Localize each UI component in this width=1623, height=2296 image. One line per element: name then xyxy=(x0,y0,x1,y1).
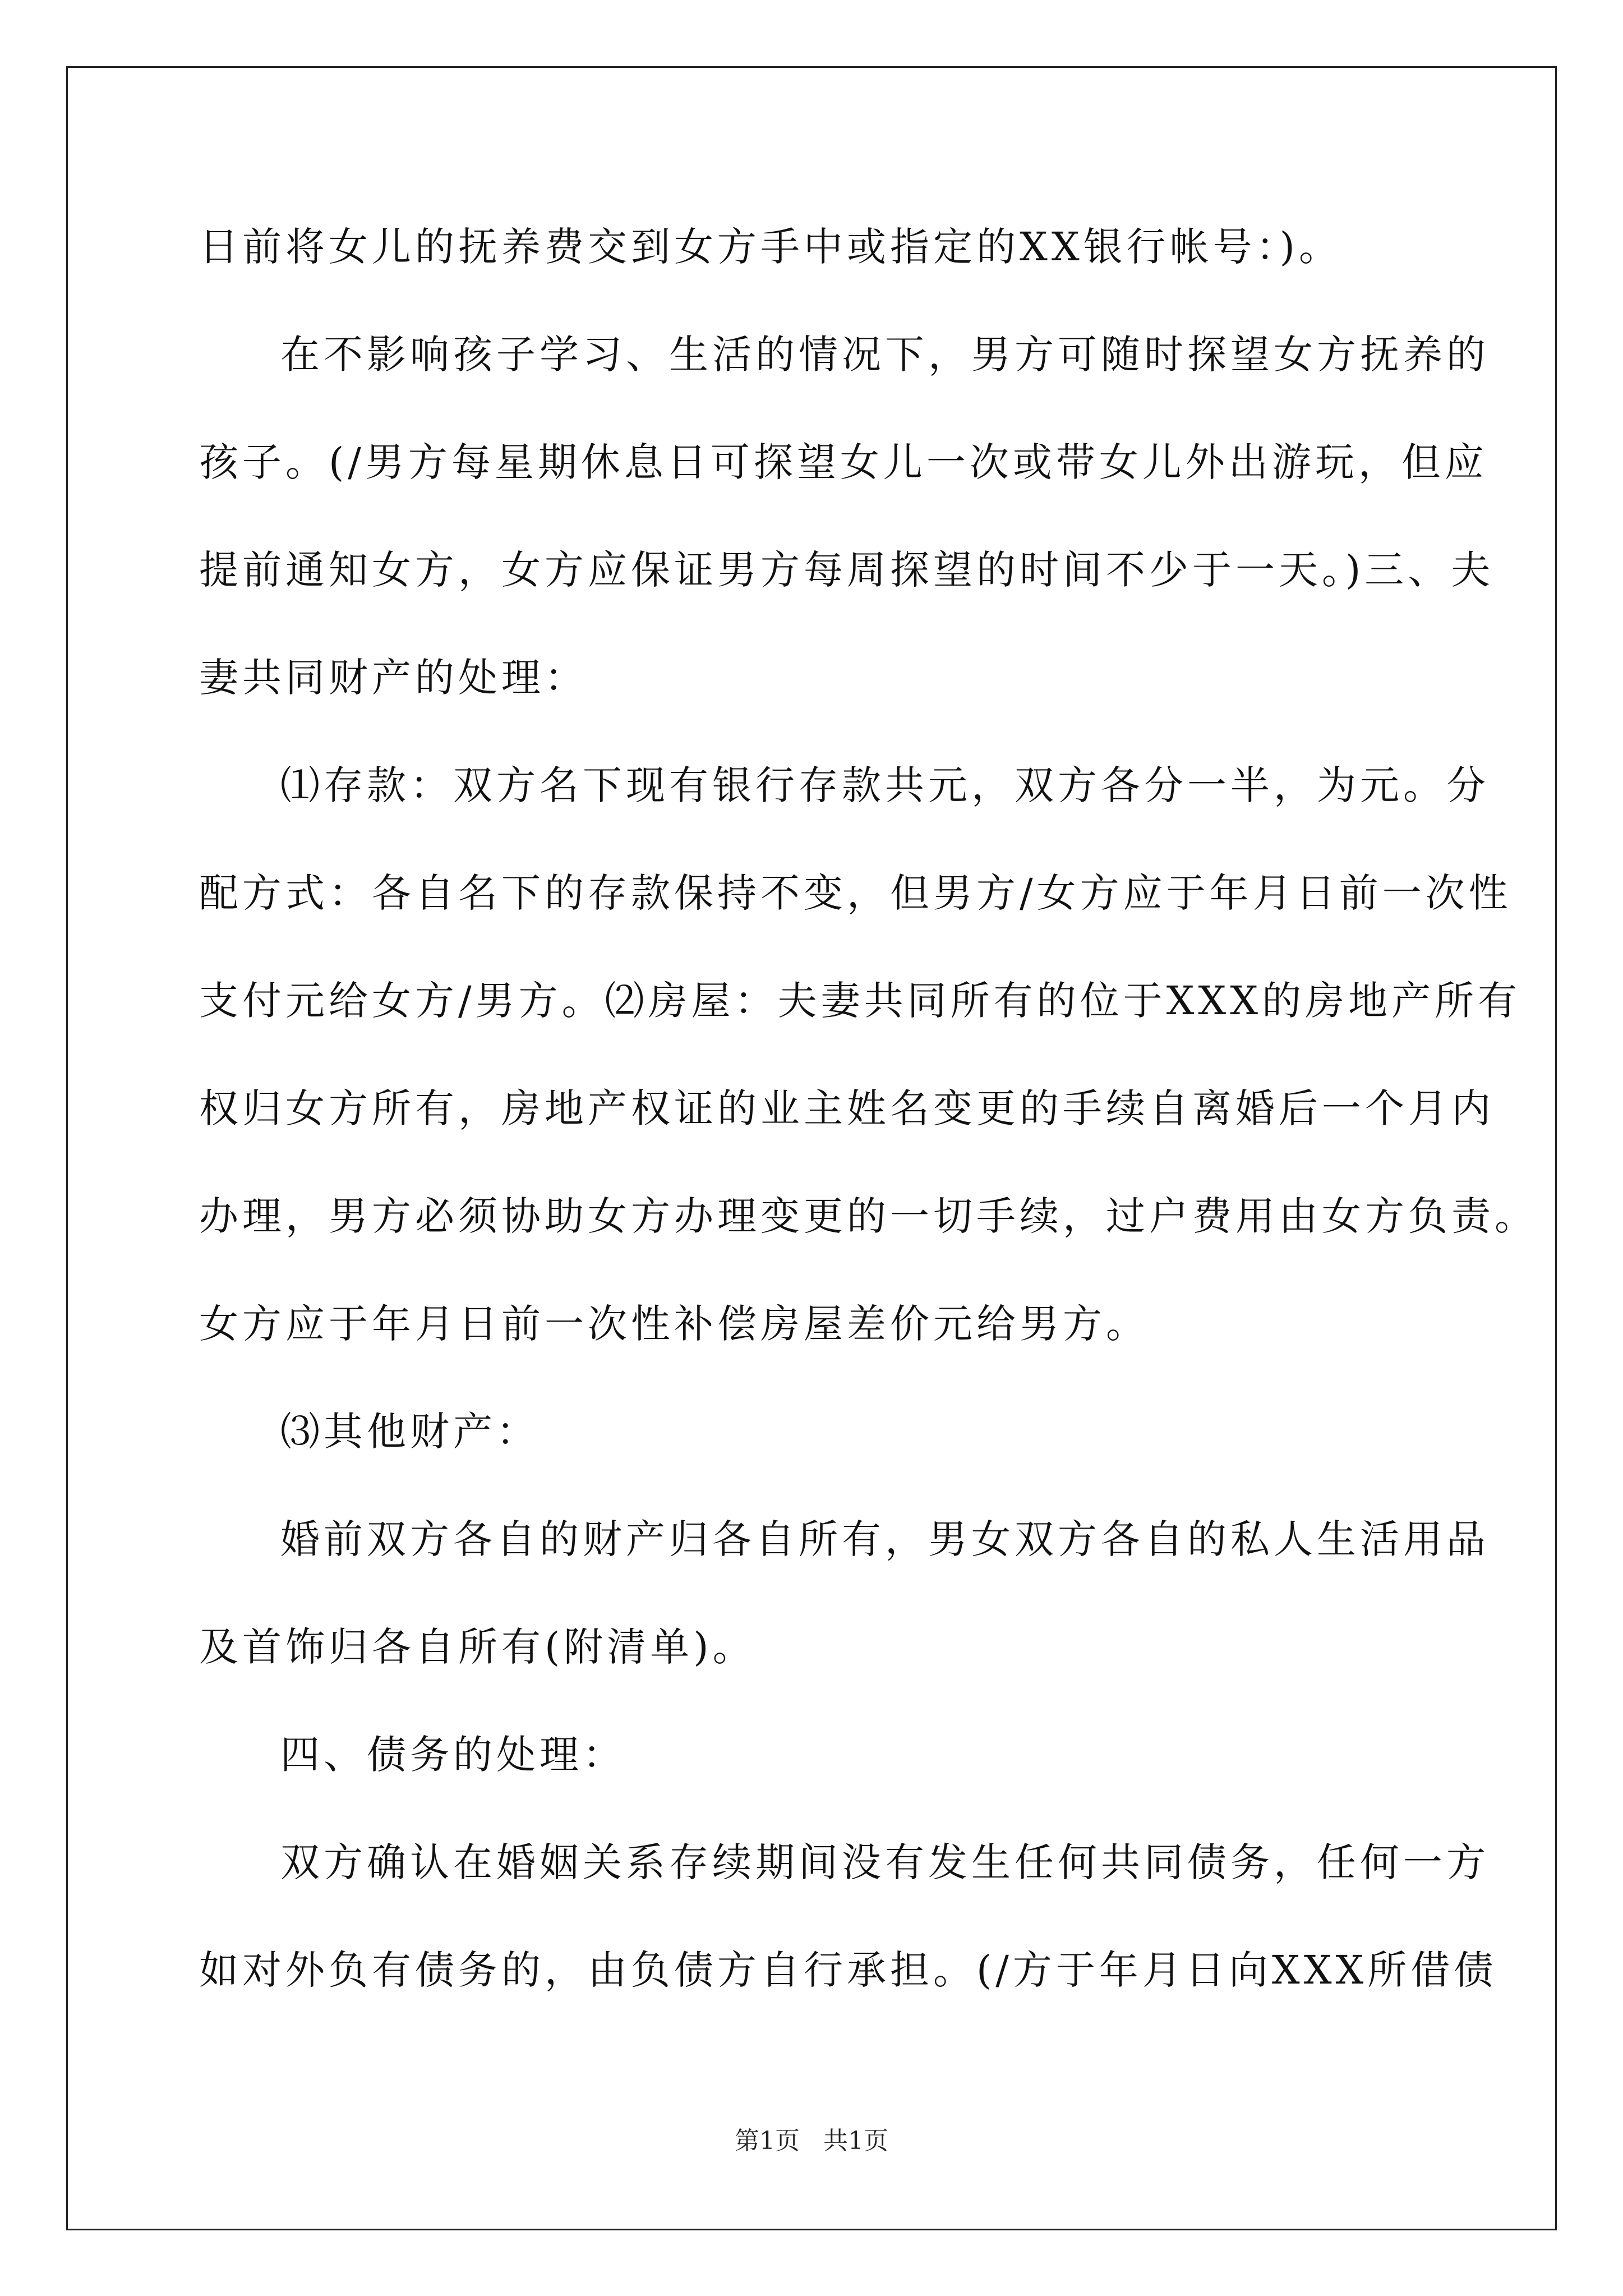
text-line-5: 妻共同财产的处理： xyxy=(199,655,588,701)
text-line-17: 如对外负有债务的，由负债方自行承担。(/方于年月日向XXX所借债 xyxy=(199,1947,1497,1993)
text-line-7: 配方式：各自名下的存款保持不变，但男方/女方应于年月日前一次性 xyxy=(199,870,1512,916)
text-line-4: 提前通知女方，女方应保证男方每周探望的时间不少于一天。)三、夫 xyxy=(199,547,1495,593)
text-line-1: 日前将女儿的抚养费交到女方手中或指定的XX银行帐号：)。 xyxy=(199,224,1342,270)
text-line-11: 女方应于年月日前一次性补偿房屋差价元给男方。 xyxy=(199,1301,1149,1347)
text-line-14: 及首饰归各自所有(附清单)。 xyxy=(199,1624,756,1670)
text-line-10: 办理，男方必须协助女方办理变更的一切手续，过户费用由女方负责。 xyxy=(199,1193,1538,1239)
text-line-12: ⑶其他财产： xyxy=(280,1409,540,1455)
text-line-9: 权归女方所有，房地产权证的业主姓名变更的手续自离婚后一个月内 xyxy=(199,1085,1495,1131)
text-line-16: 双方确认在婚姻关系存续期间没有发生任何共同债务，任何一方 xyxy=(280,1839,1490,1885)
text-line-6: ⑴存款：双方名下现有银行存款共元，双方各分一半，为元。分 xyxy=(280,762,1490,808)
text-line-3: 孩子。(/男方每星期休息日可探望女儿一次或带女儿外出游玩，但应 xyxy=(199,439,1488,485)
page-number-footer: 第1页 共1页 xyxy=(735,2127,888,2155)
text-line-15: 四、债务的处理： xyxy=(280,1732,626,1778)
text-line-2: 在不影响孩子学习、生活的情况下，男方可随时探望女方抚养的 xyxy=(280,332,1490,378)
page-border xyxy=(66,66,1557,2230)
text-line-8: 支付元给女方/男方。⑵房屋：夫妻共同所有的位于XXX的房地产所有 xyxy=(199,978,1521,1024)
text-line-13: 婚前双方各自的财产归各自所有，男女双方各自的私人生活用品 xyxy=(280,1516,1490,1562)
